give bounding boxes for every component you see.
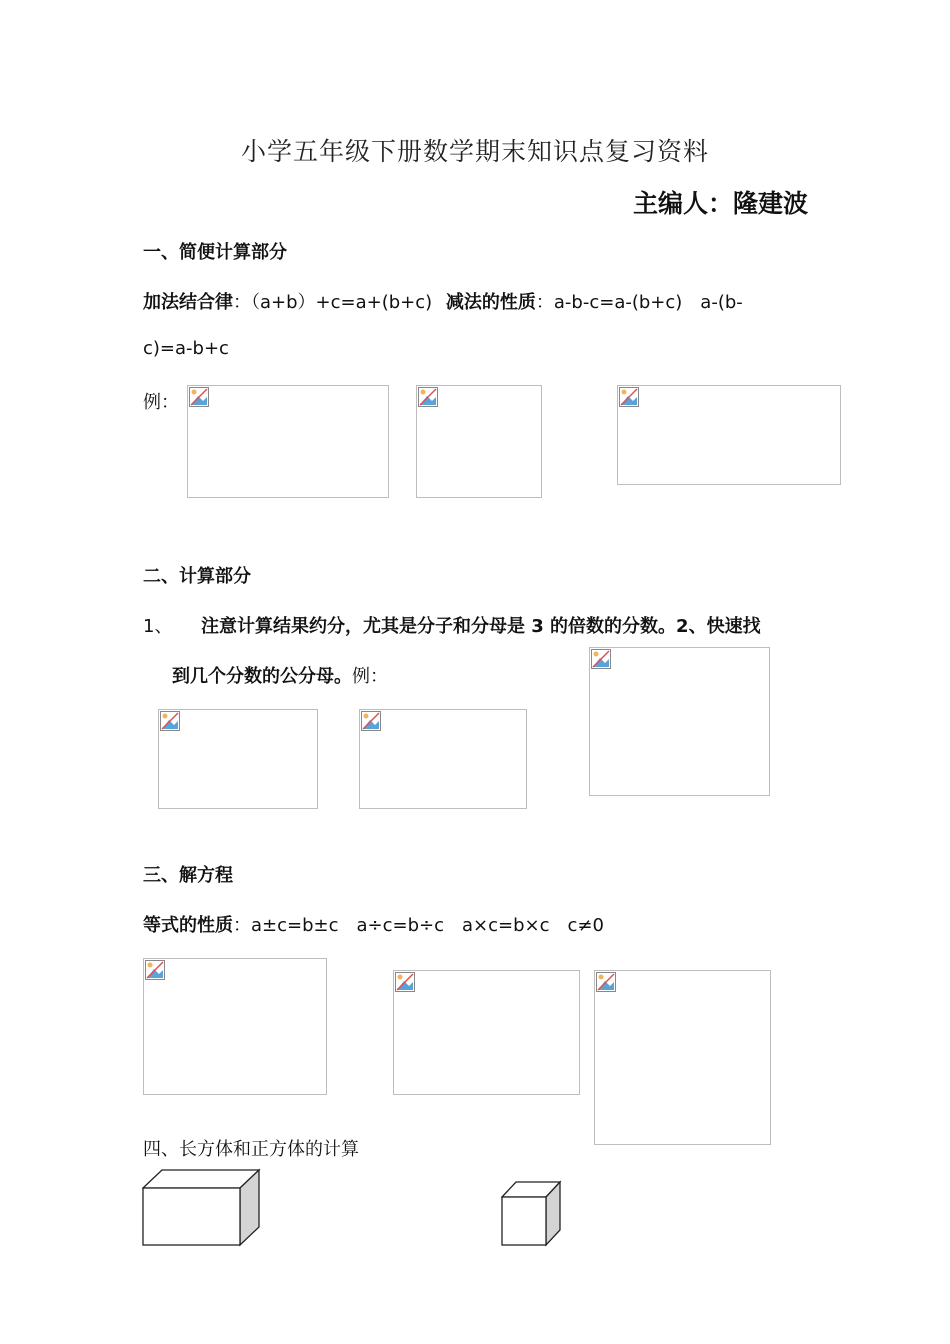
law1-formula: ：（a+b）+c=a+(b+c) <box>233 292 433 313</box>
section1-heading: 一、简便计算部分 <box>143 242 287 263</box>
section1-formula-line <box>143 288 743 314</box>
broken-image-icon <box>596 972 616 992</box>
image-placeholder <box>158 709 318 809</box>
law2-formula-cont: c)=a-b+c <box>143 338 229 359</box>
image-placeholder <box>617 385 841 485</box>
broken-image-icon <box>619 387 639 407</box>
broken-image-icon <box>591 649 611 669</box>
law2-name: 减法的性质 <box>445 292 536 313</box>
cube-figure <box>501 1180 563 1248</box>
image-placeholder <box>589 647 770 796</box>
section3-heading: 三、解方程 <box>143 865 233 886</box>
document-title: 小学五年级下册数学期末知识点复习资料 <box>240 137 709 166</box>
cuboid-figure <box>142 1168 262 1248</box>
section2-heading: 二、计算部分 <box>143 566 251 587</box>
image-placeholder <box>594 970 771 1145</box>
broken-image-icon <box>145 960 165 980</box>
image-placeholder <box>359 709 527 809</box>
broken-image-icon <box>189 387 209 407</box>
image-placeholder <box>416 385 542 498</box>
section1-example-label: 例： <box>143 392 179 413</box>
law1-name: 加法结合律 <box>143 292 233 313</box>
item-line2-example: 例： <box>352 666 388 687</box>
broken-image-icon <box>395 972 415 992</box>
editor-line: 主编人：隆建波 <box>632 189 808 218</box>
image-placeholder <box>393 970 580 1095</box>
image-placeholder <box>187 385 389 498</box>
image-placeholder <box>143 958 327 1095</box>
section2-item-number: 1、 <box>143 616 173 637</box>
equation-rule-name: 等式的性质 <box>143 915 233 936</box>
section2-item-line1: 注意计算结果约分，尤其是分子和分母是 3 的倍数的分数。2、快速找 <box>201 616 761 637</box>
broken-image-icon <box>418 387 438 407</box>
broken-image-icon <box>361 711 381 731</box>
section2-item-line2 <box>172 662 388 688</box>
law2-formula: ：a-b-c=a-(b+c) a-(b- <box>535 292 743 313</box>
item-line2-bold: 到几个分数的公分母。 <box>172 666 352 687</box>
section4-heading: 四、长方体和正方体的计算 <box>143 1139 359 1160</box>
equation-rule-formula: ：a±c=b±c a÷c=b÷c a×c=b×c c≠0 <box>233 915 604 936</box>
broken-image-icon <box>160 711 180 731</box>
section3-rule-line <box>143 911 604 937</box>
